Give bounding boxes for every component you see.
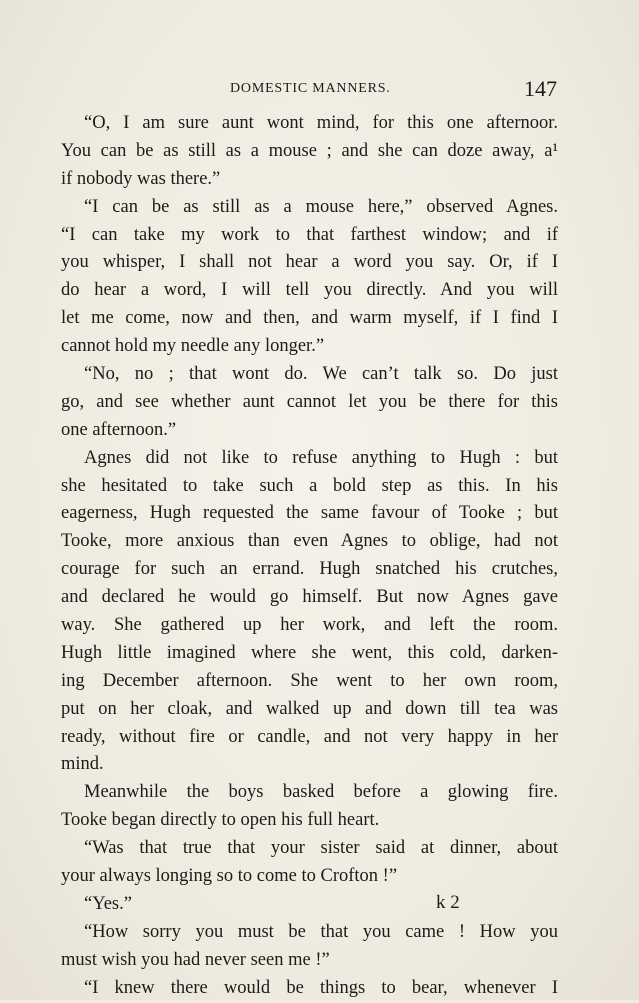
text-line: “No, no ; that wont do. We can’t talk so. Do just [84,364,558,385]
body-text [61,110,558,1003]
page-header [62,76,557,106]
text-line: You can be as still as a mouse ; and she can doze away, a¹ [61,140,558,161]
text-line: “I can be as still as a mouse here,” observed Agnes. [84,196,558,217]
text-line: ing December afternoon. She went to her own room, [61,670,558,691]
text-line: “I can take my work to that farthest window; and if [61,224,558,245]
text-line: ready, without fire or candle, and not very happy in her [61,726,558,747]
text-line: Tooke began directly to open his full heart. [61,810,380,831]
text-line: “O, I am sure aunt wont mind, for this one afternoor. [84,113,558,133]
text-line: one afternoon.” [61,419,177,440]
running-head: DOMESTIC MANNERS. [230,81,391,96]
text-line: your always longing so to come to Crofton !” [61,866,398,887]
text-line: and declared he would go himself. But now Agnes gave [61,587,558,608]
text-line: courage for such an errand. Hugh snatched his crutches, [61,559,558,580]
text-line: must wish you had never seen me !” [61,949,330,970]
text-line: “I knew there would be things to bear, whenever I [84,977,558,998]
text-line: cannot hold my needle any longer.” [61,336,325,357]
text-line: way. She gathered up her work, and left the room. [61,615,558,636]
text-line: she hesitated to take such a bold step as this. In his [61,475,558,496]
text-line: Agnes did not like to refuse anything to Hugh : but [84,447,558,468]
text-line: let me come, now and then, and warm myself, if I find I [61,308,558,329]
text-line: “Was that true that your sister said at dinner, about [84,838,558,859]
text-line: do hear a word, I will tell you directly. And you will [61,280,558,301]
text-line: put on her cloak, and walked up and down till tea was [61,698,558,719]
text-line: mind. [61,754,104,775]
signature-mark: k 2 [436,892,460,913]
text-line: Hugh little imagined where she went, this cold, darken- [61,642,558,663]
text-line: eagerness, Hugh requested the same favour of Tooke ; but [61,503,558,524]
page-number: 147 [524,76,557,101]
text-line: “Yes.” [84,893,132,914]
text-line: Meanwhile the boys basked before a glowing fire. [84,782,558,803]
text-line: you whisper, I shall not hear a word you say. Or, if I [61,252,558,273]
text-line: Tooke, more anxious than even Agnes to oblige, had not [61,531,558,552]
text-line: “How sorry you must be that you came ! How you [84,921,558,942]
text-line: go, and see whether aunt cannot let you be there for this [61,391,558,412]
text-line: if nobody was there.” [61,168,221,189]
